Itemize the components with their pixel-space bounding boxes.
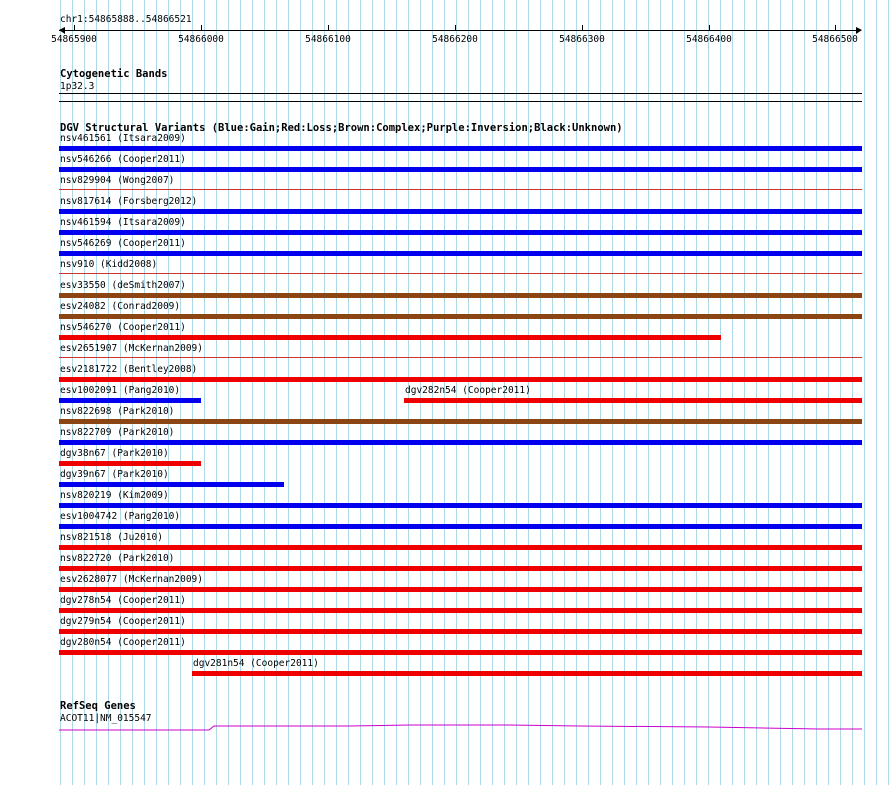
gene-intron-line <box>59 725 862 730</box>
refseq-track-title[interactable]: RefSeq Genes <box>60 700 136 712</box>
ruler-tick <box>455 25 456 31</box>
variant-bar[interactable] <box>59 440 862 445</box>
ruler-tick-label: 54866100 <box>305 34 351 45</box>
variant-bar[interactable] <box>404 398 862 403</box>
variant-label[interactable]: nsv461561 (Itsara2009) <box>60 133 186 144</box>
cytoband-line-bottom <box>59 101 862 102</box>
variant-label[interactable]: esv33550 (deSmith2007) <box>60 280 186 291</box>
variant-label[interactable]: nsv829904 (Wong2007) <box>60 175 175 186</box>
variant-label[interactable]: dgv280n54 (Cooper2011) <box>60 637 186 648</box>
variant-label[interactable]: nsv822720 (Park2010) <box>60 553 175 564</box>
variant-label[interactable]: nsv822698 (Park2010) <box>60 406 175 417</box>
variant-bar[interactable] <box>59 482 284 487</box>
variant-bar[interactable] <box>59 357 862 358</box>
ruler-tick-label: 54866200 <box>432 34 478 45</box>
variant-bar[interactable] <box>59 419 862 424</box>
cytoband-line-top <box>59 93 862 94</box>
variant-label[interactable]: nsv910 (Kidd2008) <box>60 259 158 270</box>
variant-bar[interactable] <box>59 335 721 340</box>
variant-label[interactable]: nsv822709 (Park2010) <box>60 427 175 438</box>
variant-bar[interactable] <box>59 251 862 256</box>
variant-bar[interactable] <box>59 650 862 655</box>
variant-bar[interactable] <box>59 587 862 592</box>
ruler-left-arrow <box>59 27 65 34</box>
variant-label[interactable]: nsv461594 (Itsara2009) <box>60 217 186 228</box>
variant-bar[interactable] <box>59 293 862 298</box>
variant-bar[interactable] <box>59 146 862 151</box>
variant-label[interactable]: esv24082 (Conrad2009) <box>60 301 181 312</box>
dgv-track-title[interactable]: DGV Structural Variants (Blue:Gain;Red:Loss;Brown:Complex;Purple:Inversion;Black:Unknown) <box>60 122 623 134</box>
variant-label[interactable]: dgv281n54 (Cooper2011) <box>193 658 319 669</box>
ruler-right-arrow <box>856 27 862 34</box>
variant-bar[interactable] <box>59 398 201 403</box>
variant-label[interactable]: nsv817614 (Forsberg2012) <box>60 196 198 207</box>
ruler-tick-label: 54866300 <box>559 34 605 45</box>
variant-bar[interactable] <box>59 629 862 634</box>
ruler-tick <box>582 25 583 31</box>
variant-bar[interactable] <box>59 314 862 319</box>
ruler-tick-label: 54865900 <box>51 34 97 45</box>
variant-label[interactable]: esv1002091 (Pang2010) <box>60 385 181 396</box>
ruler-tick <box>201 25 202 31</box>
variant-label[interactable]: nsv821518 (Ju2010) <box>60 532 163 543</box>
variant-bar[interactable] <box>59 524 862 529</box>
variant-label[interactable]: nsv546266 (Cooper2011) <box>60 154 186 165</box>
variant-label[interactable]: nsv820219 (Kim2009) <box>60 490 169 501</box>
variant-label[interactable]: dgv279n54 (Cooper2011) <box>60 616 186 627</box>
ruler-tick <box>74 25 75 31</box>
gene-model[interactable] <box>59 720 863 734</box>
ruler-tick-label: 54866500 <box>812 34 858 45</box>
position-label: chr1:54865888..54866521 <box>60 14 192 25</box>
variant-label[interactable]: dgv282n54 (Cooper2011) <box>405 385 531 396</box>
cytoband-track-title[interactable]: Cytogenetic Bands <box>60 68 168 80</box>
ruler-tick <box>709 25 710 31</box>
variant-bar[interactable] <box>59 503 862 508</box>
variant-bar[interactable] <box>59 209 862 214</box>
variant-bar[interactable] <box>59 273 862 274</box>
variant-label[interactable]: esv2181722 (Bentley2008) <box>60 364 198 375</box>
gene-label[interactable]: ACOT11|NM_015547 <box>60 713 152 724</box>
variant-bar[interactable] <box>59 167 862 172</box>
variant-label[interactable]: dgv38n67 (Park2010) <box>60 448 169 459</box>
variant-bar[interactable] <box>59 566 862 571</box>
variant-label[interactable]: dgv278n54 (Cooper2011) <box>60 595 186 606</box>
variant-label[interactable]: esv1004742 (Pang2010) <box>60 511 181 522</box>
cytoband-label: 1p32.3 <box>60 81 95 92</box>
variant-label[interactable]: esv2651907 (McKernan2009) <box>60 343 203 354</box>
ruler-tick <box>835 25 836 31</box>
variant-bar[interactable] <box>59 377 862 382</box>
variant-label[interactable]: dgv39n67 (Park2010) <box>60 469 169 480</box>
variant-bar[interactable] <box>59 545 862 550</box>
ruler-tick-label: 54866400 <box>686 34 732 45</box>
ruler-tick-label: 54866000 <box>178 34 224 45</box>
variant-label[interactable]: esv2628077 (McKernan2009) <box>60 574 203 585</box>
ruler-axis <box>59 30 861 31</box>
variant-bar[interactable] <box>59 608 862 613</box>
variant-bar[interactable] <box>192 671 862 676</box>
ruler-tick <box>328 25 329 31</box>
variant-bar[interactable] <box>59 189 862 190</box>
variant-label[interactable]: nsv546269 (Cooper2011) <box>60 238 186 249</box>
variant-label[interactable]: nsv546270 (Cooper2011) <box>60 322 186 333</box>
variant-bar[interactable] <box>59 461 201 466</box>
variant-bar[interactable] <box>59 230 862 235</box>
